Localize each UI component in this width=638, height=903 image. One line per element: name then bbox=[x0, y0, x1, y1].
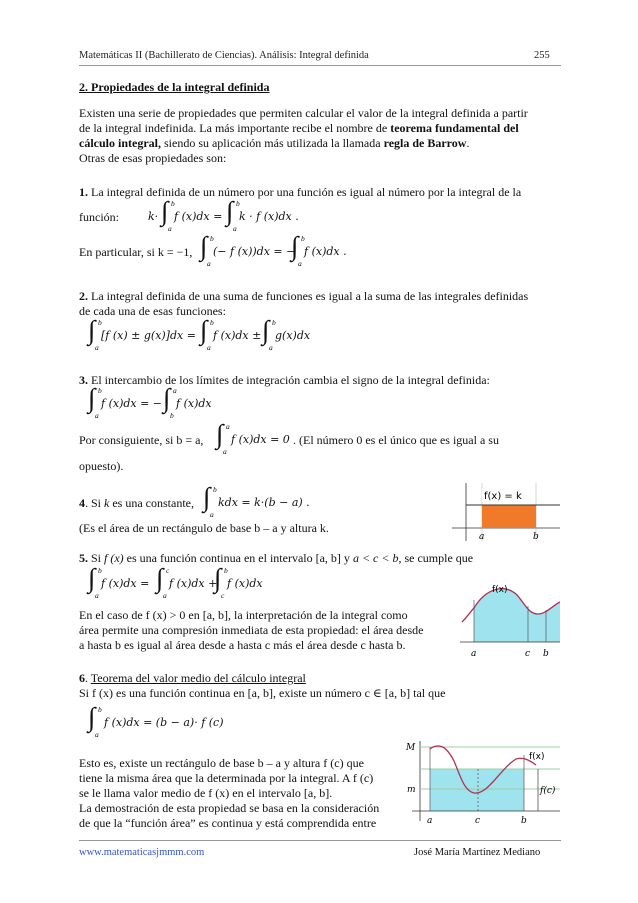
constant-fig-a: a bbox=[479, 532, 485, 541]
intro-line-3: cálculo integral, siendo su aplicación más utilizada la llamada regla de Barrow. bbox=[79, 136, 470, 150]
mean-fig-c: c bbox=[475, 816, 481, 826]
property-3-consequence-end: . (El número 0 es el único que es igual a su bbox=[293, 433, 499, 447]
section-title: 2. Propiedades de la integral definida bbox=[79, 80, 270, 94]
property-1-formula-mid: f (x)dx = bbox=[174, 210, 223, 223]
property-6-line-6: de que la “función área” es continua y está comprendida entre bbox=[79, 816, 377, 830]
property-5-formula-3: f (x)dx bbox=[227, 577, 263, 590]
intro-line-1: Existen una serie de propiedades que permiten calcular el valor de la integral definida a partir bbox=[79, 106, 528, 120]
property-1-formula-right: k · f (x)dx . bbox=[239, 210, 299, 223]
property-6-line-4: se le llama valor medio de f (x) en el intervalo [a, b]. bbox=[79, 786, 333, 800]
constant-fig-b: b bbox=[533, 532, 539, 541]
constant-area-rect bbox=[482, 505, 536, 528]
property-1-particular-right: f (x)dx . bbox=[304, 245, 347, 258]
mean-value-rect bbox=[430, 769, 524, 811]
property-2-formula-1: [f (x) ± g(x)]dx = bbox=[101, 329, 196, 342]
property-2-formula-3: g(x)dx bbox=[275, 329, 311, 342]
property-3-zero-formula: f (x)dx = 0 bbox=[231, 433, 290, 446]
mean-fig-fc: f(c) bbox=[540, 786, 556, 796]
split-area-figure bbox=[452, 570, 560, 660]
property-4-note: (Es el área de un rectángulo de base b – a y altura k. bbox=[79, 521, 329, 535]
property-5-line-2: En el caso de f (x) > 0 en [a, b], la interpretación de la integral como bbox=[79, 608, 408, 622]
mean-fig-M: M bbox=[406, 743, 416, 753]
property-6-line-1: Si f (x) es una función continua en [a, b], existe un número c ∈ [a, b] tal que bbox=[79, 686, 446, 700]
split-fig-label: f(x) bbox=[492, 585, 508, 595]
intro-line-4: Otras de esas propiedades son: bbox=[79, 151, 227, 165]
property-6-line-2: Esto es, existe un rectángulo de base b – a y altura f (c) que bbox=[79, 756, 364, 770]
footer-rule bbox=[79, 840, 561, 841]
mean-value-figure bbox=[402, 735, 560, 827]
property-5-statement: 5. Si f (x) es una función continua en el intervalo [a, b] y a < c < b, se cumple que bbox=[79, 551, 474, 565]
property-2-formula-2: f (x)dx ± bbox=[213, 329, 262, 342]
property-3-opposite: opuesto). bbox=[79, 459, 124, 473]
split-fig-a: a bbox=[471, 649, 477, 659]
header-rule bbox=[79, 65, 561, 66]
intro-line-2: de la integral indefinida. La más importante recibe el nombre de teorema fundamental del bbox=[79, 121, 519, 135]
property-3-formula-1: f (x)dx = − bbox=[101, 397, 163, 410]
property-3-consequence: Por consiguiente, si b = a, bbox=[79, 433, 204, 447]
property-6-formula: f (x)dx = (b − a)· f (c) bbox=[104, 716, 224, 729]
page-number: 255 bbox=[534, 50, 550, 61]
property-2-line-2: de cada una de esas funciones: bbox=[79, 304, 226, 318]
property-1-particular: En particular, si k = −1, bbox=[79, 245, 193, 259]
constant-area-figure bbox=[452, 483, 560, 541]
property-6-line-3: tiene la misma área que la determinada por la integral. A f (c) bbox=[79, 771, 374, 785]
footer-author: José María Martínez Mediano bbox=[414, 847, 541, 858]
property-3-statement: 3. El intercambio de los límites de integración cambia el signo de la integral definida: bbox=[79, 373, 490, 387]
property-1-statement: 1. La integral definida de un número por una función es igual al número por la integral de la bbox=[79, 185, 522, 199]
property-4-statement: 4. Si k es una constante, bbox=[79, 496, 194, 510]
property-3-formula-2: f (x)dx bbox=[176, 397, 212, 410]
split-fig-b: b bbox=[543, 649, 549, 659]
mean-fig-b: b bbox=[521, 816, 527, 826]
header-title: Matemáticas II (Bachillerato de Ciencias). Análisis: Integral definida bbox=[79, 50, 369, 61]
property-6-title: 6. Teorema del valor medio del cálculo integral bbox=[79, 671, 306, 685]
mean-fig-a: a bbox=[427, 816, 433, 826]
footer-link[interactable]: www.matematicasjmmm.com bbox=[79, 847, 205, 858]
property-5-formula-1: f (x)dx = bbox=[101, 577, 150, 590]
property-1-label: función: bbox=[79, 210, 119, 224]
property-6-line-5: La demostración de esta propiedad se basa en la consideración bbox=[79, 801, 380, 815]
property-1-particular-mid: (− f (x))dx = − bbox=[213, 245, 296, 258]
property-4-formula: kdx = k·(b − a) . bbox=[218, 496, 310, 509]
property-2-statement: 2. La integral definida de una suma de funciones es igual a la suma de las integrales definidas bbox=[79, 289, 529, 303]
property-5-line-3: área permite una compresión inmediata de esta propiedad: el área desde bbox=[79, 623, 424, 637]
property-5-formula-2: f (x)dx + bbox=[169, 577, 218, 590]
property-5-line-4: a hasta b es igual al área desde a hasta c más el área desde c hasta b. bbox=[79, 638, 406, 652]
mean-fig-m: m bbox=[407, 785, 416, 795]
constant-fig-label: f(x) = k bbox=[484, 491, 522, 502]
split-fig-c: c bbox=[525, 649, 531, 659]
mean-fig-fx: f(x) bbox=[529, 752, 545, 762]
property-1-formula-left: k· bbox=[148, 210, 159, 223]
